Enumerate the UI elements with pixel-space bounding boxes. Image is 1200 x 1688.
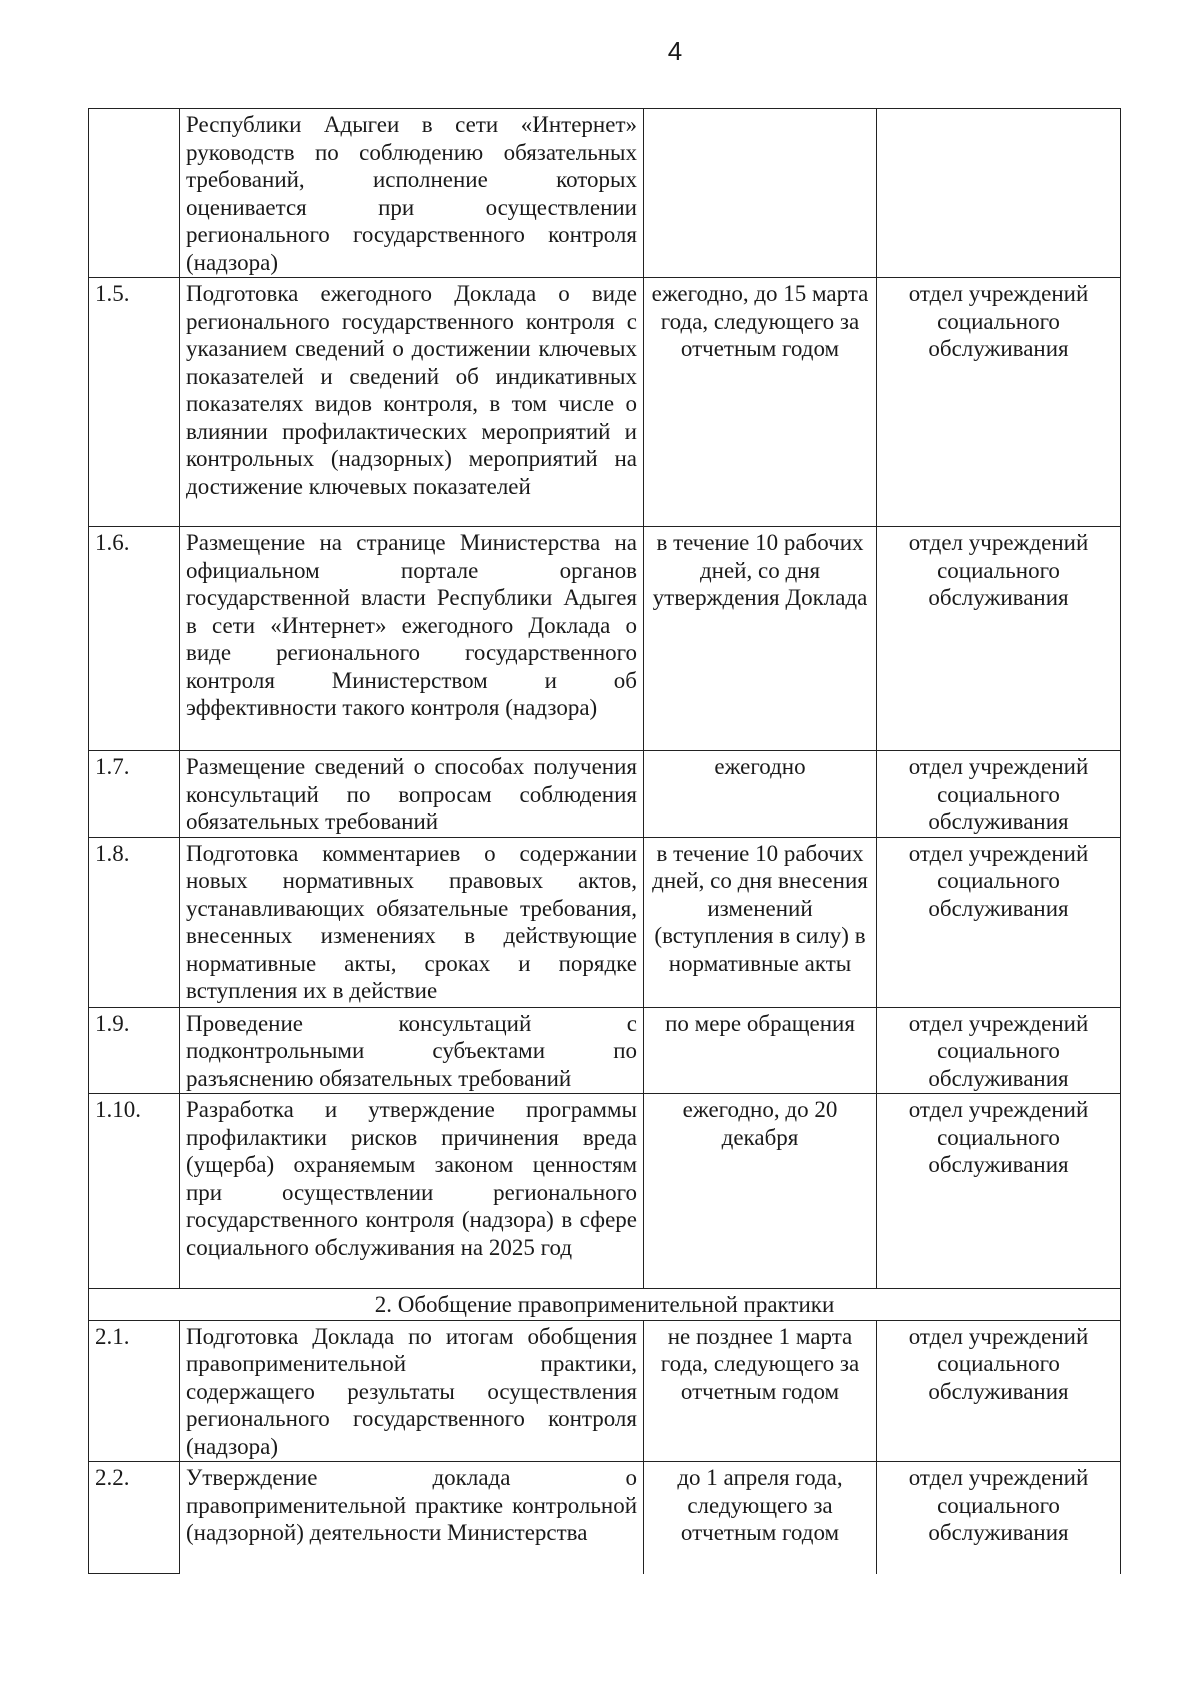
activity-text: Подготовка комментариев о содержании новых нормативных правовых актов, устанавливающих обязательные требования, внесенных изменениях в действующие нормативные акты, сроках и порядке вступления их в действие [180, 837, 644, 1007]
row-number: 1.6. [89, 527, 180, 751]
deadline-text: ежегодно, до 20 декабря [644, 1094, 877, 1289]
deadline-text: в течение 10 рабочих дней, со дня утверждения Доклада [644, 527, 877, 751]
section-header-row [89, 1289, 1121, 1321]
table-row [89, 837, 1121, 1007]
table-row [89, 751, 1121, 838]
deadline-text: ежегодно [644, 751, 877, 838]
table-row [89, 109, 1121, 278]
table-row [89, 278, 1121, 527]
activities-table [88, 108, 1121, 1574]
deadline-text [644, 109, 877, 278]
responsible-text: отдел учреждений социального обслуживания [877, 751, 1121, 838]
row-number: 2.2. [89, 1462, 180, 1574]
section-title: 2. Обобщение правоприменительной практики [89, 1289, 1121, 1321]
deadline-text: в течение 10 рабочих дней, со дня внесения изменений (вступления в силу) в нормативные акты [644, 837, 877, 1007]
row-number: 1.9. [89, 1007, 180, 1094]
activity-text: Размещение сведений о способах получения консультаций по вопросам соблюдения обязательных требований [180, 751, 644, 838]
activity-text: Подготовка Доклада по итогам обобщения правоприменительной практики, содержащего результаты осуществления регионального государственного контроля (надзора) [180, 1320, 644, 1462]
activity-text: Утверждение доклада о правоприменительной практике контрольной (надзорной) деятельности Министерства [180, 1462, 644, 1574]
row-number: 1.7. [89, 751, 180, 838]
responsible-text: отдел учреждений социального обслуживания [877, 1094, 1121, 1289]
responsible-text: отдел учреждений социального обслуживания [877, 1462, 1121, 1574]
page-number: 4 [667, 36, 683, 66]
deadline-text: до 1 апреля года, следующего за отчетным годом [644, 1462, 877, 1574]
responsible-text: отдел учреждений социального обслуживания [877, 278, 1121, 527]
deadline-text: по мере обращения [644, 1007, 877, 1094]
deadline-text: ежегодно, до 15 марта года, следующего за отчетным годом [644, 278, 877, 527]
activity-text: Республики Адыгеи в сети «Интернет» руководств по соблюдению обязательных требований, исполнение которых оценивается при осуществлении регионального государственного контроля (надзора) [180, 109, 644, 278]
row-number: 1.8. [89, 837, 180, 1007]
responsible-text: отдел учреждений социального обслуживания [877, 1320, 1121, 1462]
responsible-text [877, 109, 1121, 278]
responsible-text: отдел учреждений социального обслуживания [877, 527, 1121, 751]
table-row [89, 527, 1121, 751]
activity-text: Разработка и утверждение программы профилактики рисков причинения вреда (ущерба) охраняемым законом ценностям при осуществлении регионального государственного контроля (надзора) в сфере социального обслуживания на 2025 год [180, 1094, 644, 1289]
activity-text: Проведение консультаций с подконтрольными субъектами по разъяснению обязательных требований [180, 1007, 644, 1094]
table-row [89, 1094, 1121, 1289]
activity-text: Подготовка ежегодного Доклада о виде регионального государственного контроля с указанием сведений о достижении ключевых показателей и сведений об индикативных показателях видов контроля, в том числе о влиянии профилактических мероприятий и контрольных (надзорных) мероприятий на достижение ключевых показателей [180, 278, 644, 527]
table-row [89, 1320, 1121, 1462]
activity-text: Размещение на странице Министерства на официальном портале органов государственной власти Республики Адыгея в сети «Интернет» ежегодного Доклада о виде регионального государственного контроля Министерством и об эффективности такого контроля (надзора) [180, 527, 644, 751]
responsible-text: отдел учреждений социального обслуживания [877, 837, 1121, 1007]
row-number: 1.10. [89, 1094, 180, 1289]
table-row [89, 1007, 1121, 1094]
table-row [89, 1462, 1121, 1574]
row-number: 2.1. [89, 1320, 180, 1462]
row-number [89, 109, 180, 278]
row-number: 1.5. [89, 278, 180, 527]
deadline-text: не позднее 1 марта года, следующего за отчетным годом [644, 1320, 877, 1462]
responsible-text: отдел учреждений социального обслуживания [877, 1007, 1121, 1094]
